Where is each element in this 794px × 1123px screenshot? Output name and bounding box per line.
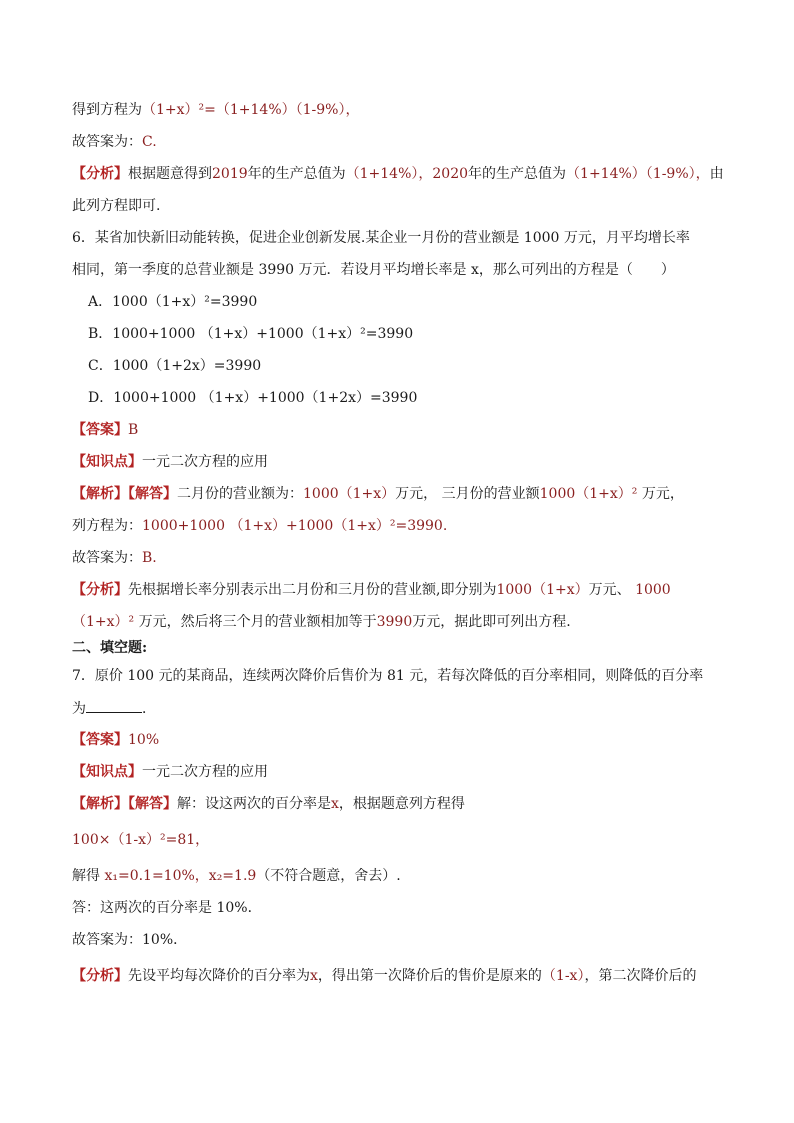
solution-tag: 【解析】【解答】 [72, 486, 177, 502]
text: 得到方程为 [72, 102, 142, 118]
text: （不符合题意，舍去）. [256, 868, 401, 884]
question-7-cont [72, 698, 156, 719]
text: 此列方程即可. [72, 198, 161, 214]
question-text: 相同，第一季度的总营业额是 3990 万元．若设月平均增长率是 x，那么可列出的方程是（ ） [72, 262, 675, 278]
text: 万元， 三月份的营业额 [395, 486, 540, 502]
solution-line [72, 794, 465, 814]
text-line [72, 866, 401, 886]
text: 故答案为： [72, 134, 142, 150]
text: 万元，据此即可列出方程. [412, 614, 571, 630]
answer-tag: 【答案】 [72, 732, 128, 748]
text: ，得出第一次降价后的售价是原来的 [317, 968, 542, 984]
answer-line [72, 730, 159, 750]
option-text: A．1000（1+x）²=3990 [88, 294, 258, 310]
text: 解得 [72, 868, 105, 884]
text: 二月份的营业额为： [177, 486, 303, 502]
knowledge-tag: 【知识点】 [72, 764, 142, 780]
math: （1+14%）（1-9%）， [566, 166, 710, 182]
math: 3990 [376, 614, 413, 630]
answer-value: 10% [128, 732, 160, 748]
text: ． [142, 701, 156, 717]
analysis-line [72, 164, 724, 184]
text-line [72, 548, 157, 568]
equation-line [72, 830, 209, 850]
text: 由 [709, 166, 724, 182]
text: 答：这两次的百分率是 10%． [72, 900, 262, 916]
answer-blank [86, 698, 142, 713]
option-b [88, 324, 413, 344]
math: 1000（1+x） [303, 486, 396, 502]
math: x [331, 796, 339, 812]
question-6 [72, 228, 690, 248]
section-title: 二、填空题: [72, 640, 148, 656]
answer: B. [142, 550, 157, 566]
question-6-cont [72, 260, 675, 280]
text: 年的生产总值为 [247, 166, 346, 182]
text: 先根据增长率分别表示出二月份和三月份的营业额,即分别为 [128, 582, 497, 598]
analysis-tag: 【分析】 [72, 166, 128, 182]
text: 先设平均每次降价的百分率为 [128, 968, 310, 984]
question-text: 6．某省加快新旧动能转换，促进企业创新发展.某企业一月份的营业额是 1000 万元，月平均增长率 [72, 230, 690, 246]
question-text: 7．原价 100 元的某商品，连续两次降价后售价为 81 元，若每次降低的百分率相同，则降低的百分率 [72, 668, 704, 684]
solution-line [72, 484, 684, 504]
option-c [88, 356, 261, 376]
analysis-tag: 【分析】 [72, 582, 128, 598]
option-text: D．1000+1000 （1+x）+1000（1+2x）=3990 [88, 390, 418, 406]
answer-tag: 【答案】 [72, 422, 128, 438]
answer-line [72, 420, 138, 440]
text-line [72, 100, 359, 120]
text: 为 [72, 701, 86, 717]
math: 1000 [630, 582, 671, 598]
text-line [72, 898, 262, 918]
text: 故答案为： [72, 550, 142, 566]
section-heading [72, 638, 147, 658]
text: 故答案为：10%． [72, 932, 188, 948]
math: x₁=0.1=10%，x₂=1.9 [104, 868, 257, 884]
text: 根据题意得到 [128, 166, 212, 182]
knowledge-line [72, 762, 268, 782]
knowledge-tag: 【知识点】 [72, 454, 142, 470]
equation: 100×（1-x）²=81， [72, 832, 210, 848]
text-line [72, 516, 447, 536]
knowledge-line [72, 452, 268, 472]
text: ，根据题意列方程得 [338, 796, 465, 812]
knowledge-text: 一元二次方程的应用 [142, 454, 268, 470]
option-a [88, 292, 257, 312]
math: x [310, 968, 318, 984]
text: 解：设这两次的百分率是 [177, 796, 331, 812]
math: 1000（1+x） [496, 582, 589, 598]
text-line [72, 930, 187, 950]
math: 2019 [212, 166, 248, 182]
solution-tag: 【解析】【解答】 [72, 796, 177, 812]
option-d [88, 388, 417, 408]
text: ，第二次降价后的 [584, 968, 697, 984]
text: 万元、 [588, 582, 631, 598]
option-text: B．1000+1000 （1+x）+1000（1+x）²=3990 [88, 326, 414, 342]
text-line [72, 612, 571, 632]
analysis-tag: 【分析】 [72, 968, 128, 984]
analysis-line [72, 966, 696, 986]
analysis-line [72, 580, 671, 600]
math: 1000（1+x）² [539, 486, 638, 502]
text: 年的生产总值为 [468, 166, 567, 182]
text: 万元， [637, 486, 684, 502]
question-7 [72, 666, 703, 686]
equation: （1+x）²=（1+14%）（1-9%）， [142, 102, 360, 118]
text: 万元，然后将三个月的营业额相加等于 [134, 614, 377, 630]
math: （1-x） [541, 968, 585, 984]
equation: 1000+1000 （1+x）+1000（1+x）²=3990. [142, 518, 448, 534]
text-line [72, 196, 160, 216]
text: 列方程为： [72, 518, 142, 534]
math: （1+14%），2020 [345, 166, 469, 182]
answer: C. [142, 134, 157, 150]
math: （1+x）² [72, 614, 135, 630]
text-line [72, 132, 157, 152]
knowledge-text: 一元二次方程的应用 [142, 764, 268, 780]
option-text: C．1000（1+2x）=3990 [88, 358, 262, 374]
answer-value: B [128, 422, 139, 438]
